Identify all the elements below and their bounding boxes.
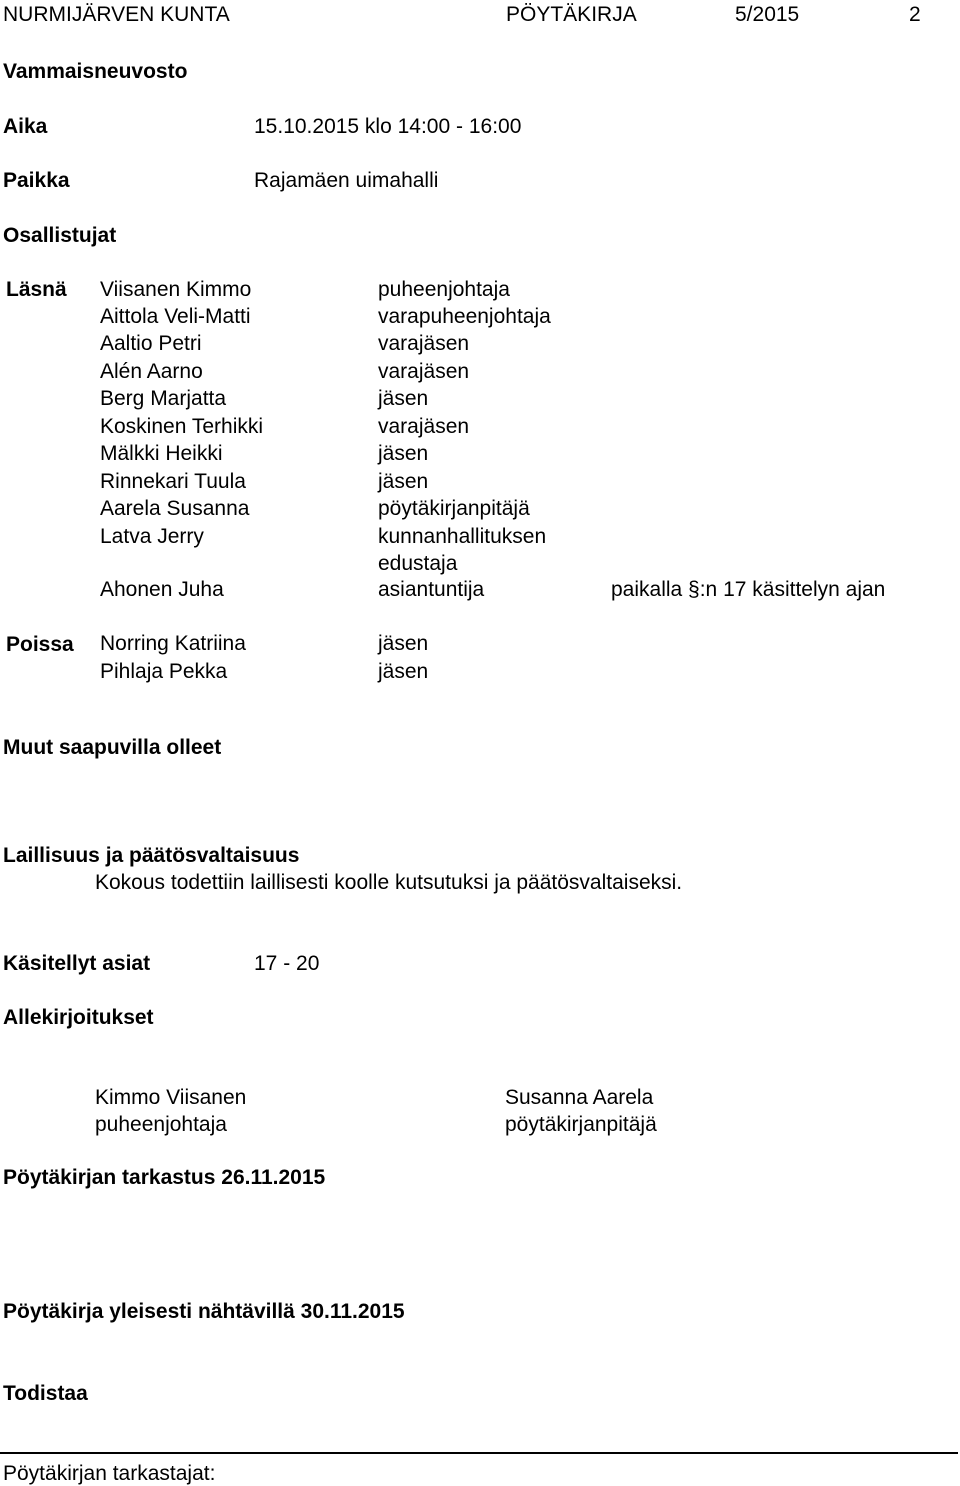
header-org: NURMIJÄRVEN KUNTA [3,3,230,26]
absent-name: Pihlaja Pekka [100,660,228,683]
present-name: Koskinen Terhikki [100,415,264,438]
header-doc-type: PÖYTÄKIRJA [506,3,637,26]
absent-role: jäsen [378,632,429,655]
footer-divider [0,1452,958,1454]
body-name: Vammaisneuvosto [3,60,188,83]
present-name: Aaltio Petri [100,332,202,355]
header-doc-number: 5/2015 [735,3,800,26]
place-value: Rajamäen uimahalli [254,169,439,192]
time-value: 15.10.2015 klo 14:00 - 16:00 [254,115,522,138]
present-role: varapuheenjohtaja [378,305,551,328]
signature-right-name: Susanna Aarela [505,1086,654,1109]
present-note: paikalla §:n 17 käsittelyn ajan [611,578,886,601]
present-name: Aarela Susanna [100,497,250,520]
present-role: jäsen [378,442,429,465]
certify-heading: Todistaa [3,1382,88,1405]
items-value: 17 - 20 [254,952,320,975]
present-name: Ahonen Juha [100,578,224,601]
present-name: Berg Marjatta [100,387,227,410]
reviewers-label: Pöytäkirjan tarkastajat: [3,1462,216,1485]
present-role: varajäsen [378,360,470,383]
legality-text: Kokous todettiin laillisesti koolle kutsutuksi ja päätösvaltaiseksi. [95,871,683,894]
time-label: Aika [3,115,48,138]
signature-left-name: Kimmo Viisanen [95,1086,247,1109]
present-role: kunnanhallituksen [378,525,547,548]
others-heading: Muut saapuvilla olleet [3,736,222,759]
absent-name: Norring Katriina [100,632,246,655]
present-role: puheenjohtaja [378,278,510,301]
present-role: pöytäkirjanpitäjä [378,497,530,520]
present-name: Latva Jerry [100,525,204,548]
present-role: asiantuntija [378,578,485,601]
signatures-heading: Allekirjoitukset [3,1006,154,1029]
present-name: Alén Aarno [100,360,203,383]
participants-heading: Osallistujat [3,224,117,247]
present-role: jäsen [378,387,429,410]
absent-role: jäsen [378,660,429,683]
absent-label: Poissa [6,633,74,656]
items-label: Käsitellyt asiat [3,952,151,975]
present-role: jäsen [378,470,429,493]
header-page-number: 2 [909,3,921,26]
present-name: Mälkki Heikki [100,442,223,465]
present-name: Rinnekari Tuula [100,470,246,493]
present-name: Viisanen Kimmo [100,278,252,301]
review-date: Pöytäkirjan tarkastus 26.11.2015 [3,1166,326,1189]
present-name: Aittola Veli-Matti [100,305,251,328]
public-display-date: Pöytäkirja yleisesti nähtävillä 30.11.2015 [3,1300,405,1323]
present-role: varajäsen [378,415,470,438]
present-role: varajäsen [378,332,470,355]
legality-heading: Laillisuus ja päätösvaltaisuus [3,844,300,867]
present-role-continued: edustaja [378,552,458,575]
signature-left-role: puheenjohtaja [95,1113,227,1136]
signature-right-role: pöytäkirjanpitäjä [505,1113,657,1136]
place-label: Paikka [3,169,70,192]
present-label: Läsnä [6,278,67,301]
